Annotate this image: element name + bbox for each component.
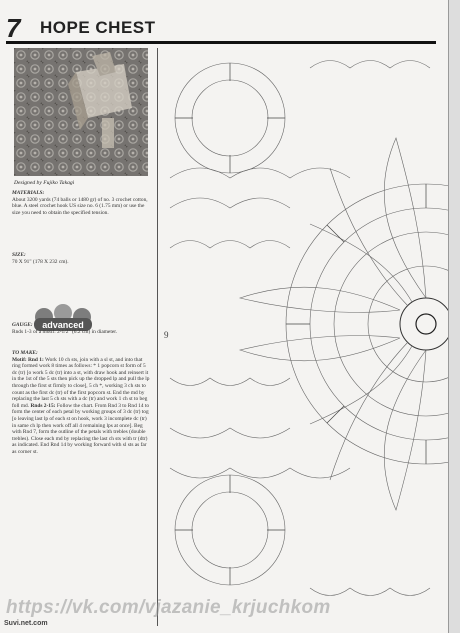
- materials-text: About 3200 yards (74 balls or 1480 gr) of no. 3 crochet cotton, blue. A steel crochet hook US size no. 6 (1.75 mm) or use the size you need to obtain the specified tension.: [12, 196, 148, 216]
- gauge-section: [12, 322, 152, 335]
- left-column: [6, 48, 158, 626]
- gauge-text: Rnds 1-3 of a motif: 2-1/2" (6.2 cm) in diameter.: [12, 328, 118, 335]
- badge-text: advanced: [42, 320, 84, 330]
- pattern-number: 7: [6, 13, 21, 43]
- site-label: Suvi.net.com: [4, 620, 48, 627]
- rnd1-heading: Motif: Rnd 1:: [12, 356, 44, 363]
- page-header: [6, 14, 436, 44]
- instructions-section: [12, 350, 152, 456]
- page-edge: [448, 0, 460, 633]
- materials-section: [12, 190, 152, 216]
- instructions-label: TO MAKE:: [12, 350, 38, 356]
- rnd2-text: Follow the chart. From Rnd 3 to Rnd 14 to form the center of each petal by working groups of 3 dc (tr) tog [o leaving last lp of each st on hook, work 3 incomplete dc (tr) in same ch lp then work off all 4 remaining lps at once]. Beg with Rnd 7, form the outline of the petals with trebles (double trebles). Close each md by replacing the last ch sts with tr (dtr) as indicated. End Rnd 14 by working forward with sl sts as far as corner st.: [12, 402, 150, 455]
- size-text: 70 X 91" (178 X 232 cm).: [12, 258, 69, 265]
- product-photo: [14, 48, 148, 176]
- size-label: SIZE:: [12, 252, 26, 258]
- pattern-title: HOPE CHEST: [40, 18, 156, 37]
- rnd1-text: Work 10 ch sts, join with a sl st, and into that ring formed work 8 times as follows: * 1 popcorn st form of 5 dc (tr) [o work 5 dc (tr) into a st, with draw hook and reinsert it in the 1st of the 5 sts then pick up the dropped lp and pull the lp through the first st firmly to close], 5 ch *, working 3 ch sts to count as the first dc (tr) of the first popcorn st. End the md by replacing the last 5 ch sts with a dc (tr) and work 1 ch st to beg foll md.: [12, 356, 150, 409]
- watermark-url: https://vk.com/vjazanie_krjuchkom: [6, 597, 331, 618]
- designer-credit: Designed by Fujiko Takagi: [14, 180, 75, 186]
- crochet-chart: [160, 48, 456, 618]
- rnd2-heading: Rnds 2-15:: [30, 402, 56, 409]
- gauge-label: GAUGE:: [12, 322, 33, 328]
- chart-label: 9: [164, 330, 169, 340]
- materials-label: MATERIALS:: [12, 190, 45, 196]
- size-section: [12, 252, 152, 265]
